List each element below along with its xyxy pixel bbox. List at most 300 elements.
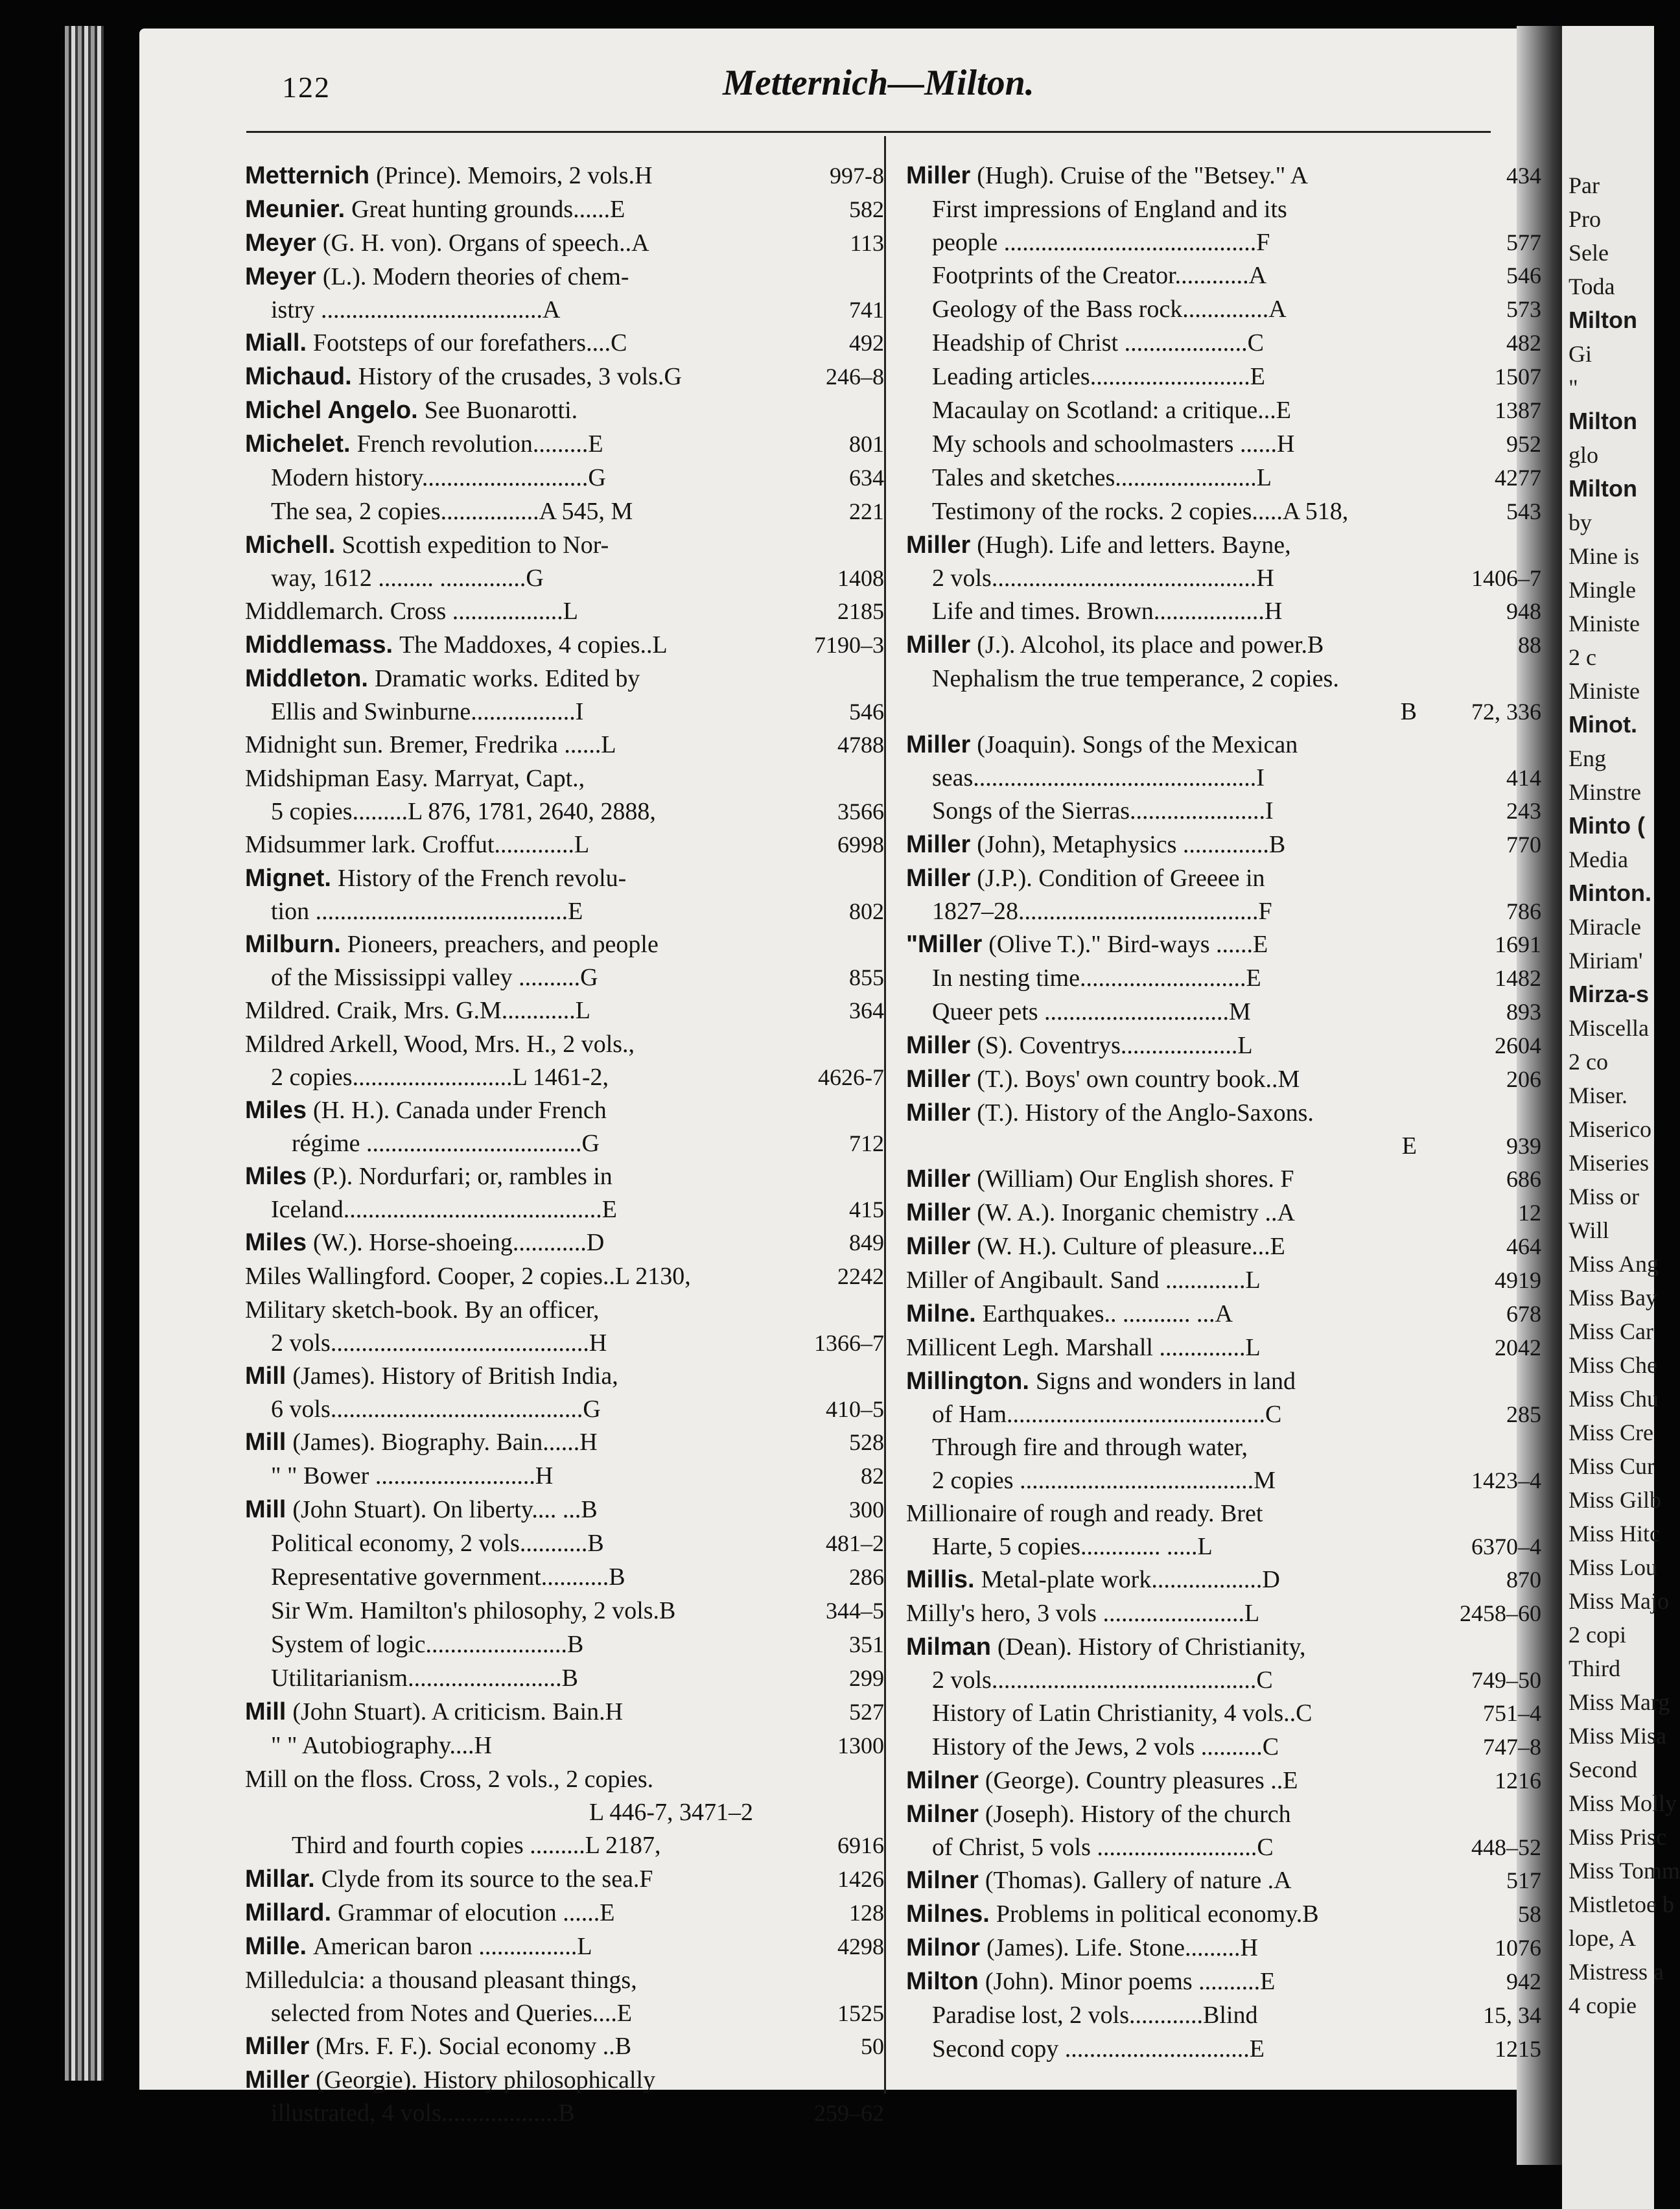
entry-number: 528 bbox=[849, 1429, 884, 1455]
next-page-fragment: Par bbox=[1569, 172, 1600, 198]
entry-number: 221 bbox=[849, 498, 884, 524]
entry-line bbox=[245, 961, 884, 994]
index-entry bbox=[245, 461, 884, 495]
index-entry bbox=[245, 1560, 884, 1594]
entry-title: Miles Wallingford. Cooper, 2 copies..L 2130, bbox=[245, 1263, 691, 1290]
entry-title: Dramatic works. Edited by bbox=[374, 665, 640, 692]
index-entry bbox=[245, 928, 884, 994]
entry-title: (John Stuart). On liberty.... ...B bbox=[292, 1496, 598, 1523]
next-page-fragment: Minstre bbox=[1569, 779, 1641, 805]
entry-line bbox=[245, 1560, 884, 1594]
entry-number: 893 bbox=[1506, 999, 1541, 1025]
entry-line bbox=[245, 1093, 884, 1127]
entry-headword: Meyer bbox=[245, 263, 316, 290]
entry-number: 88 bbox=[1518, 632, 1541, 658]
entry-number: 4788 bbox=[837, 732, 884, 758]
entry-line bbox=[245, 1027, 884, 1061]
entry-line bbox=[245, 1259, 884, 1293]
index-entry bbox=[906, 1029, 1541, 1062]
entry-headword: Michell. bbox=[245, 532, 336, 559]
entry-line bbox=[906, 1130, 1541, 1162]
entry-headword: Milnor bbox=[906, 1934, 980, 1961]
index-entry bbox=[906, 326, 1541, 360]
entry-number: 855 bbox=[849, 964, 884, 990]
entry-title: of Ham..........................................C bbox=[932, 1401, 1282, 1428]
entry-line bbox=[906, 1062, 1541, 1096]
index-entry bbox=[245, 594, 884, 628]
entry-title: Queer pets ..............................M bbox=[932, 998, 1251, 1025]
index-entry bbox=[906, 2032, 1541, 2066]
entry-line bbox=[245, 662, 884, 695]
entry-number: 2604 bbox=[1495, 1033, 1541, 1058]
entry-title: Ellis and Swinburne.................I bbox=[271, 698, 584, 725]
entry-headword: Milburn. bbox=[245, 931, 341, 958]
entry-line bbox=[906, 995, 1541, 1029]
entry-line bbox=[906, 1029, 1541, 1062]
index-entry bbox=[245, 1896, 884, 1930]
entry-line bbox=[906, 961, 1541, 995]
entry-line bbox=[906, 1464, 1541, 1497]
entry-line bbox=[906, 662, 1541, 695]
entry-line bbox=[906, 1630, 1541, 1664]
entry-title: Miller of Angibault. Sand .............L bbox=[906, 1267, 1261, 1294]
entry-title: Scottish expedition to Nor- bbox=[342, 532, 609, 559]
entry-title: 5 copies.........L 876, 1781, 2640, 2888, bbox=[271, 798, 656, 825]
entry-number: 286 bbox=[849, 1564, 884, 1590]
entry-headword: Miles bbox=[245, 1229, 307, 1256]
entry-line bbox=[906, 1764, 1541, 1797]
entry-title: History of the Jews, 2 vols ..........C bbox=[932, 1733, 1279, 1760]
next-page-fragment: Miss Tomm bbox=[1569, 1858, 1680, 1884]
entry-line bbox=[906, 1864, 1541, 1897]
entry-line bbox=[906, 1398, 1541, 1431]
next-page-fragment: Third bbox=[1569, 1655, 1620, 1681]
entry-number: 344–5 bbox=[826, 1598, 884, 1624]
entry-line bbox=[245, 1359, 884, 1393]
index-entry bbox=[906, 1230, 1541, 1263]
entry-title: B bbox=[1400, 698, 1417, 725]
entry-title: 2 copies..........................L 1461-2, bbox=[271, 1064, 609, 1091]
entry-number: 1215 bbox=[1495, 2036, 1541, 2062]
entry-title: L 446-7, 3471–2 bbox=[589, 1799, 753, 1826]
entry-headword: "Miller bbox=[906, 931, 983, 958]
index-entry bbox=[245, 193, 884, 226]
entry-number: 243 bbox=[1506, 798, 1541, 824]
entry-title: Millicent Legh. Marshall ..............L bbox=[906, 1334, 1261, 1361]
entry-title: (J.). Alcohol, its place and power.B bbox=[977, 631, 1324, 659]
entry-title: (L.). Modern theories of chem- bbox=[322, 263, 629, 290]
next-page-fragment: Miss Car bbox=[1569, 1318, 1654, 1344]
entry-title: (James). History of British India, bbox=[292, 1362, 618, 1390]
entry-title: Sir Wm. Hamilton's philosophy, 2 vols.B bbox=[271, 1597, 676, 1624]
entry-title: In nesting time...........................E bbox=[932, 964, 1261, 992]
entry-line bbox=[245, 1127, 884, 1160]
entry-number: 4626-7 bbox=[818, 1064, 884, 1090]
entry-title: (Joseph). History of the church bbox=[985, 1801, 1291, 1828]
entry-line bbox=[906, 360, 1541, 393]
entry-line bbox=[245, 2097, 884, 2129]
entry-headword: Millar. bbox=[245, 1865, 315, 1893]
index-entry bbox=[245, 226, 884, 260]
index-entry bbox=[245, 1425, 884, 1459]
entry-title: Mildred Arkell, Wood, Mrs. H., 2 vols., bbox=[245, 1031, 635, 1058]
next-page-visible-text bbox=[1569, 169, 1680, 2022]
entry-title: (John Stuart). A criticism. Bain.H bbox=[292, 1698, 624, 1725]
index-entry bbox=[245, 662, 884, 728]
entry-number: 128 bbox=[849, 1900, 884, 1926]
index-entry bbox=[906, 1096, 1541, 1162]
index-entry bbox=[906, 495, 1541, 528]
entry-title: (S). Coventrys...................L bbox=[977, 1032, 1253, 1059]
column-divider bbox=[884, 136, 886, 2094]
entry-line bbox=[245, 1160, 884, 1193]
entry-number: 801 bbox=[849, 431, 884, 457]
entry-number: 2185 bbox=[837, 598, 884, 624]
next-page-fragment: by bbox=[1569, 509, 1592, 535]
entry-number: 6370–4 bbox=[1471, 1534, 1541, 1560]
entry-title: people .........................................F bbox=[932, 229, 1270, 256]
entry-headword: Milman bbox=[906, 1633, 991, 1661]
entry-number: 285 bbox=[1506, 1401, 1541, 1427]
entry-title: Life and times. Brown..................H bbox=[932, 598, 1283, 625]
index-entry bbox=[906, 961, 1541, 995]
entry-line bbox=[906, 828, 1541, 861]
entry-title: (Hugh). Cruise of the "Betsey." A bbox=[977, 162, 1309, 189]
entry-title: (James). Life. Stone.........H bbox=[986, 1934, 1258, 1961]
entry-line bbox=[906, 226, 1541, 259]
index-entry bbox=[245, 326, 884, 360]
index-entry bbox=[906, 292, 1541, 326]
entry-title: French revolution.........E bbox=[356, 430, 603, 458]
entry-headword: Millard. bbox=[245, 1899, 332, 1926]
index-entry bbox=[906, 728, 1541, 794]
entry-headword: Miller bbox=[906, 1233, 971, 1260]
entry-title: Third and fourth copies .........L 2187, bbox=[292, 1832, 661, 1859]
entry-number: 2242 bbox=[837, 1263, 884, 1289]
entry-number: 577 bbox=[1506, 229, 1541, 255]
entry-line bbox=[906, 1263, 1541, 1297]
index-entry bbox=[906, 1797, 1541, 1864]
entry-title: 2 copies ......................................M bbox=[932, 1467, 1276, 1494]
index-entry bbox=[245, 427, 884, 461]
index-entry bbox=[906, 1965, 1541, 1998]
entry-headword: Michaud. bbox=[245, 363, 352, 390]
page-number: 122 bbox=[282, 71, 331, 104]
entry-headword: Middlemass. bbox=[245, 631, 393, 659]
entry-line bbox=[245, 495, 884, 528]
entry-line bbox=[245, 360, 884, 393]
entry-headword: Michelet. bbox=[245, 430, 351, 458]
index-entry bbox=[245, 861, 884, 928]
next-page-fragment: Miracle bbox=[1569, 914, 1641, 940]
entry-title: (P.). Nordurfari; or, rambles in bbox=[313, 1163, 612, 1190]
entry-line bbox=[245, 427, 884, 461]
entry-number: 1426 bbox=[837, 1866, 884, 1892]
next-page-fragment: Eng bbox=[1569, 745, 1606, 771]
entry-line bbox=[906, 695, 1541, 728]
entry-title: Modern history...........................G bbox=[271, 464, 606, 491]
entry-line bbox=[906, 1096, 1541, 1130]
index-entry bbox=[245, 1695, 884, 1729]
index-entry bbox=[906, 1897, 1541, 1931]
next-page-fragment: Miss Bay bbox=[1569, 1285, 1658, 1311]
entry-headword: Millington. bbox=[906, 1368, 1029, 1395]
entry-line bbox=[906, 1965, 1541, 1998]
entry-title: Millionaire of rough and ready. Bret bbox=[906, 1500, 1263, 1527]
entry-headword: Meunier. bbox=[245, 196, 345, 223]
index-entry bbox=[906, 259, 1541, 292]
entry-title: Leading articles..........................E bbox=[932, 363, 1265, 390]
entry-number: 4298 bbox=[837, 1934, 884, 1959]
entry-line bbox=[245, 159, 884, 193]
entry-headword: Milton bbox=[906, 1968, 979, 1995]
entry-number: 939 bbox=[1506, 1133, 1541, 1159]
entry-line bbox=[245, 828, 884, 861]
entry-line bbox=[245, 1997, 884, 2029]
entry-title: Pioneers, preachers, and people bbox=[347, 931, 659, 958]
next-page-fragment: Miss Lou bbox=[1569, 1554, 1658, 1580]
entry-title: (George). Country pleasures ..E bbox=[985, 1767, 1298, 1794]
entry-number: 4277 bbox=[1495, 465, 1541, 491]
entry-title: (W. H.). Culture of pleasure...E bbox=[977, 1233, 1285, 1260]
entry-headword: Milner bbox=[906, 1767, 979, 1794]
index-entry bbox=[906, 1696, 1541, 1730]
entry-line bbox=[906, 1530, 1541, 1563]
entry-headword: Millis. bbox=[906, 1566, 975, 1593]
entry-line bbox=[906, 1431, 1541, 1464]
index-entry bbox=[245, 1459, 884, 1493]
next-page-fragment: Miss Molly bbox=[1569, 1790, 1677, 1816]
entry-title: Through fire and through water, bbox=[932, 1434, 1248, 1461]
entry-headword: Meyer bbox=[245, 229, 316, 257]
entry-number: 952 bbox=[1506, 431, 1541, 457]
entry-number: 1408 bbox=[837, 565, 884, 591]
entry-line bbox=[906, 1696, 1541, 1730]
entry-title: 2 vols..........................................H bbox=[271, 1329, 607, 1357]
entry-title: The sea, 2 copies................A 545, M bbox=[271, 498, 633, 525]
entry-title: seas..............................................I bbox=[932, 764, 1265, 791]
entry-title: (John). Minor poems ..........E bbox=[985, 1968, 1276, 1995]
entry-headword: Miller bbox=[906, 1165, 971, 1193]
entry-title: Nephalism the true temperance, 2 copies. bbox=[932, 665, 1339, 692]
entry-line bbox=[906, 1897, 1541, 1931]
entry-line bbox=[245, 1293, 884, 1327]
index-entry bbox=[245, 1493, 884, 1526]
entry-number: 517 bbox=[1506, 1867, 1541, 1893]
entry-line bbox=[906, 1497, 1541, 1530]
index-entry bbox=[906, 861, 1541, 928]
entry-number: 492 bbox=[849, 330, 884, 356]
index-entry bbox=[906, 1630, 1541, 1696]
left-column bbox=[245, 159, 884, 2129]
next-page-fragment: Sele bbox=[1569, 240, 1609, 266]
next-page-fragment: Miss Gilb bbox=[1569, 1487, 1662, 1513]
entry-title: Signs and wonders in land bbox=[1035, 1368, 1296, 1395]
entry-line bbox=[906, 193, 1541, 226]
entry-title: tion .........................................E bbox=[271, 898, 583, 925]
index-entry bbox=[906, 662, 1541, 728]
entry-line bbox=[245, 1695, 884, 1729]
entry-title: The Maddoxes, 4 copies..L bbox=[399, 631, 668, 659]
entry-title: First impressions of England and its bbox=[932, 196, 1287, 223]
entry-number: 482 bbox=[1506, 330, 1541, 356]
entry-title: Tales and sketches.......................L bbox=[932, 464, 1272, 491]
entry-line bbox=[245, 1393, 884, 1425]
entry-line bbox=[906, 1831, 1541, 1864]
next-page-fragment: Milton bbox=[1569, 475, 1637, 502]
entry-title: (T.). Boys' own country book..M bbox=[977, 1066, 1300, 1093]
entry-headword: Middleton. bbox=[245, 665, 368, 692]
entry-headword: Miller bbox=[906, 162, 971, 189]
entry-headword: Miller bbox=[906, 1199, 971, 1226]
next-page-fragment: Ministe bbox=[1569, 678, 1640, 704]
next-page-fragment: Mine is bbox=[1569, 543, 1640, 569]
entry-line bbox=[906, 1331, 1541, 1364]
index-entry bbox=[906, 1263, 1541, 1297]
entry-title: istry ....................................A bbox=[271, 296, 561, 323]
entry-line bbox=[245, 1193, 884, 1226]
next-page-fragment: Ministe bbox=[1569, 611, 1640, 637]
entry-number: 870 bbox=[1506, 1567, 1541, 1593]
entry-number: 4919 bbox=[1495, 1267, 1541, 1293]
entry-title: Representative government...........B bbox=[271, 1563, 625, 1591]
next-page-fragment: Mingle bbox=[1569, 577, 1636, 603]
entry-line bbox=[906, 1596, 1541, 1630]
entry-number: 747–8 bbox=[1483, 1734, 1541, 1760]
right-column bbox=[906, 159, 1541, 2066]
entry-headword: Miles bbox=[245, 1097, 307, 1124]
index-entry bbox=[906, 1730, 1541, 1764]
entry-line bbox=[245, 1493, 884, 1526]
entry-number: 543 bbox=[1506, 498, 1541, 524]
entry-title: Testimony of the rocks. 2 copies.....A 518, bbox=[932, 498, 1349, 525]
index-entry bbox=[245, 528, 884, 594]
entry-number: 802 bbox=[849, 898, 884, 924]
entry-number: 410–5 bbox=[826, 1396, 884, 1422]
entry-title: 6 vols.........................................G bbox=[271, 1396, 601, 1423]
index-entry bbox=[245, 1293, 884, 1359]
entry-title: Geology of the Bass rock..............A bbox=[932, 296, 1287, 323]
next-page-fragment: 2 copi bbox=[1569, 1622, 1626, 1648]
entry-line bbox=[906, 1230, 1541, 1263]
next-page-fragment: glo bbox=[1569, 442, 1599, 468]
next-page-fragment: Miss Marg bbox=[1569, 1689, 1670, 1715]
entry-number: 686 bbox=[1506, 1166, 1541, 1192]
index-entry bbox=[906, 1931, 1541, 1965]
index-entry bbox=[906, 594, 1541, 628]
entry-title: Mill on the floss. Cross, 2 vols., 2 copies. bbox=[245, 1766, 654, 1793]
next-page-fragment: Mistress a bbox=[1569, 1959, 1664, 1985]
entry-line bbox=[245, 226, 884, 260]
index-entry bbox=[906, 928, 1541, 961]
entry-line bbox=[906, 928, 1541, 961]
entry-number: 448–52 bbox=[1471, 1834, 1541, 1860]
entry-title: of the Mississippi valley ..........G bbox=[271, 964, 598, 991]
next-page-fragment: Miss Hitc bbox=[1569, 1521, 1661, 1547]
index-entry bbox=[245, 728, 884, 762]
index-entry bbox=[245, 1729, 884, 1762]
entry-number: 3566 bbox=[837, 799, 884, 824]
entry-line bbox=[245, 562, 884, 594]
next-page-fragment: Miss Ang bbox=[1569, 1251, 1659, 1277]
entry-headword: Miller bbox=[906, 731, 971, 758]
entry-line bbox=[906, 1364, 1541, 1398]
entry-line bbox=[906, 1162, 1541, 1196]
next-page-fragment: Miriam' bbox=[1569, 948, 1643, 974]
index-entry bbox=[906, 461, 1541, 495]
entry-line bbox=[906, 895, 1541, 928]
entry-headword: Mill bbox=[245, 1698, 286, 1725]
entry-line bbox=[245, 461, 884, 495]
entry-number: 415 bbox=[849, 1197, 884, 1222]
index-entry bbox=[906, 794, 1541, 828]
entry-number: 1482 bbox=[1495, 965, 1541, 991]
index-entry bbox=[245, 1226, 884, 1259]
entry-line bbox=[245, 2029, 884, 2063]
index-entry bbox=[245, 1930, 884, 1963]
entry-title: 2 vols...........................................H bbox=[932, 565, 1274, 592]
entry-title: My schools and schoolmasters ......H bbox=[932, 430, 1295, 458]
entry-title: way, 1612 ......... ..............G bbox=[271, 565, 544, 592]
entry-number: 351 bbox=[849, 1631, 884, 1657]
index-entry bbox=[245, 1160, 884, 1226]
entry-line bbox=[245, 1327, 884, 1359]
entry-title: 2 vols...........................................C bbox=[932, 1666, 1273, 1694]
index-entry bbox=[245, 159, 884, 193]
entry-title: (Thomas). Gallery of nature .A bbox=[985, 1867, 1292, 1894]
entry-line bbox=[906, 1730, 1541, 1764]
entry-line bbox=[245, 728, 884, 762]
entry-line bbox=[906, 159, 1541, 193]
entry-number: 786 bbox=[1506, 898, 1541, 924]
entry-title: (W.). Horse-shoeing............D bbox=[313, 1229, 605, 1256]
entry-number: 582 bbox=[849, 196, 884, 222]
entry-title: Milly's hero, 3 vols .......................L bbox=[906, 1600, 1260, 1627]
next-page-fragment: Miss or bbox=[1569, 1184, 1640, 1210]
entry-number: 1300 bbox=[837, 1733, 884, 1759]
next-page-fragment: 2 co bbox=[1569, 1049, 1608, 1075]
entry-number: 573 bbox=[1506, 296, 1541, 322]
entry-line bbox=[245, 1425, 884, 1459]
entry-number: 741 bbox=[849, 297, 884, 323]
index-entry bbox=[245, 1359, 884, 1425]
entry-line bbox=[906, 1297, 1541, 1331]
entry-line bbox=[245, 1729, 884, 1762]
index-entry bbox=[245, 495, 884, 528]
entry-headword: Michel Angelo. bbox=[245, 397, 418, 424]
entry-title: Midnight sun. Bremer, Fredrika ......L bbox=[245, 731, 616, 758]
entry-headword: Miller bbox=[906, 1099, 971, 1127]
entry-number: 997-8 bbox=[830, 163, 884, 189]
entry-line bbox=[245, 861, 884, 895]
entry-line bbox=[906, 861, 1541, 895]
entry-line bbox=[906, 292, 1541, 326]
entry-number: 58 bbox=[1518, 1901, 1541, 1927]
entry-title: Midsummer lark. Croffut.............L bbox=[245, 831, 590, 858]
entry-number: 246–8 bbox=[826, 364, 884, 390]
entry-line bbox=[906, 594, 1541, 628]
entry-title: Headship of Christ ....................C bbox=[932, 329, 1264, 356]
entry-title: Second copy ..............................E bbox=[932, 2035, 1265, 2063]
entry-number: 414 bbox=[1506, 765, 1541, 791]
entry-line bbox=[245, 1594, 884, 1628]
entry-line bbox=[245, 1796, 884, 1829]
running-title: Metternich—Milton. bbox=[723, 63, 1034, 103]
header-rule bbox=[246, 131, 1491, 133]
entry-headword: Mille. bbox=[245, 1933, 307, 1960]
entry-title: of Christ, 5 vols ..........................C bbox=[932, 1834, 1274, 1861]
index-entry bbox=[245, 994, 884, 1027]
